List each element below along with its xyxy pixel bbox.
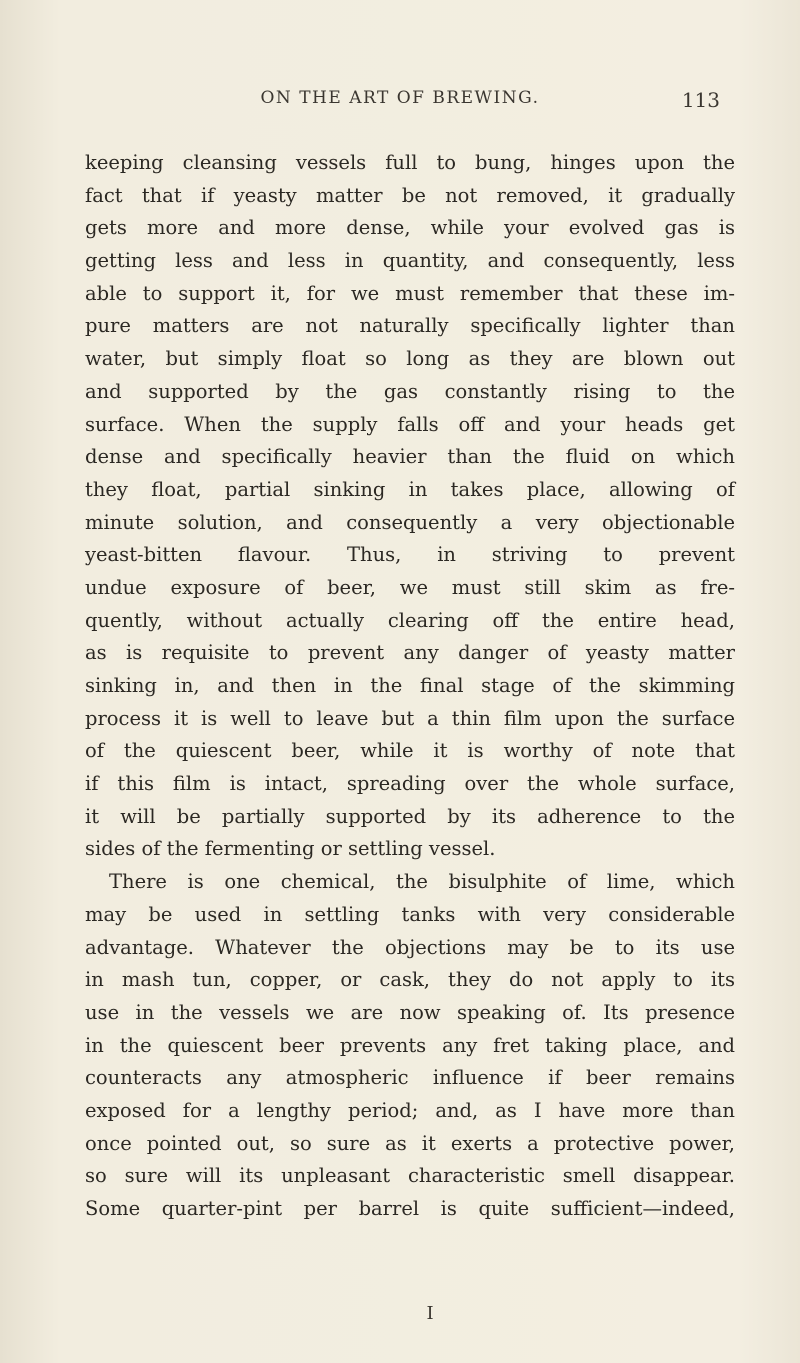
- text-line: sinking in, and then in the final stage of the skimming: [85, 674, 735, 697]
- text-line: they float, partial sinking in takes place, allowing of: [85, 477, 735, 501]
- page-header: [0, 88, 800, 128]
- text-line: fact that if yeasty matter be not removed, it gradually: [85, 183, 735, 207]
- text-line: in the quiescent beer prevents any fret taking place, and: [85, 1033, 735, 1057]
- text-line: minute solution, and consequently a very objectionable: [85, 510, 735, 534]
- text-line: yeast-bitten flavour. Thus, in striving to prevent: [85, 543, 735, 567]
- text-line: surface. When the supply falls off and your heads get: [85, 412, 735, 436]
- text-line: it will be partially supported by its adherence to the: [85, 804, 735, 828]
- text-line: able to support it, for we must remember that these im-: [85, 281, 735, 305]
- text-line: if this film is intact, spreading over the whole surface,: [85, 772, 735, 796]
- text-line: and supported by the gas constantly rising to the: [85, 379, 735, 403]
- text-line: keeping cleansing vessels full to bung, hinges upon the: [85, 151, 735, 174]
- text-line: so sure will its unpleasant characteristic smell disappear.: [85, 1164, 735, 1188]
- text-line: Some quarter-pint per barrel is quite sufficient—indeed,: [85, 1197, 735, 1220]
- text-line-paragraph-end: sides of the fermenting or settling vessel.: [85, 837, 496, 861]
- page-number: 113: [681, 88, 720, 112]
- text-line: undue exposure of beer, we must still skim as fre-: [85, 575, 735, 599]
- signature-mark: I: [426, 1303, 434, 1324]
- text-line: advantage. Whatever the objections may be to its use: [85, 935, 735, 959]
- text-line: getting less and less in quantity, and consequently, less: [85, 249, 735, 273]
- text-line: dense and specifically heavier than the fluid on which: [85, 445, 735, 469]
- text-line-paragraph-start: There is one chemical, the bisulphite of lime, which: [109, 870, 735, 894]
- text-line: process it is well to leave but a thin film upon the surface: [85, 706, 735, 730]
- text-line: may be used in settling tanks with very considerable: [85, 902, 735, 926]
- text-line: use in the vessels we are now speaking of. Its presence: [85, 1000, 735, 1024]
- text-line: in mash tun, copper, or cask, they do not apply to its: [85, 968, 735, 992]
- text-line: pure matters are not naturally specifically lighter than: [85, 314, 735, 338]
- text-line: exposed for a lengthy period; and, as I have more than: [85, 1098, 735, 1122]
- body-text: [85, 147, 735, 1226]
- text-line: once pointed out, so sure as it exerts a protective power,: [85, 1131, 735, 1155]
- text-line: water, but simply float so long as they are blown out: [85, 347, 735, 371]
- text-line: as is requisite to prevent any danger of yeasty matter: [85, 641, 735, 665]
- text-line: quently, without actually clearing off the entire head,: [85, 608, 735, 632]
- text-line: counteracts any atmospheric influence if beer remains: [85, 1066, 735, 1090]
- text-line: of the quiescent beer, while it is worthy of note that: [85, 739, 735, 763]
- text-line: gets more and more dense, while your evolved gas is: [85, 216, 735, 240]
- running-head: ON THE ART OF BREWING.: [260, 88, 540, 108]
